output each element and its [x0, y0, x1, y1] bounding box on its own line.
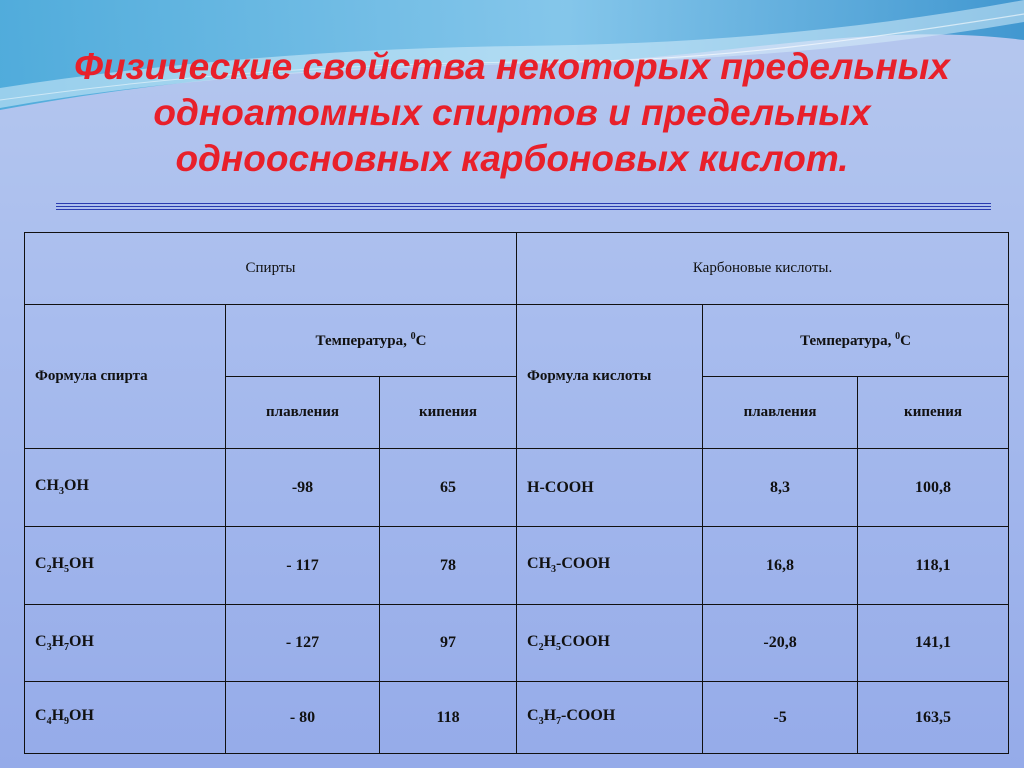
table-row [25, 527, 1009, 605]
acid-temperature-header: Температура, $^0$С [703, 305, 1009, 377]
acid-melting-value: 8,3 [703, 449, 858, 527]
acid-formula: $C_2H_5COOH$ [517, 605, 703, 682]
alcohol-boiling-value: 65 [380, 449, 517, 527]
title-line-1: Физические свойства некоторых предельных [74, 46, 950, 87]
alcohol-formula: $C_2H_5OH$ [25, 527, 226, 605]
acid-boiling-header: кипения [858, 377, 1009, 449]
alcohol-melting-value: - 117 [226, 527, 380, 605]
acid-melting-value: 16,8 [703, 527, 858, 605]
alcohol-temperature-header: Температура, $^0$С [226, 305, 517, 377]
table-row [25, 605, 1009, 682]
alcohols-header: Спирты [25, 233, 517, 305]
acids-header: Карбоновые кислоты. [517, 233, 1009, 305]
alcohol-melting-value: - 80 [226, 682, 380, 754]
group-header-row [25, 233, 1009, 305]
alcohol-formula: $C_4H_9OH$ [25, 682, 226, 754]
title-line-2: одноатомных спиртов и предельных [153, 92, 871, 133]
acid-formula: $C_3H_7$-COOH [517, 682, 703, 754]
acid-melting-value: -5 [703, 682, 858, 754]
alcohol-boiling-value: 97 [380, 605, 517, 682]
acid-formula-header: Формула кислоты [517, 305, 703, 449]
properties-table [24, 232, 1009, 754]
alcohol-boiling-value: 118 [380, 682, 517, 754]
alcohol-formula: $C_3H_7OH$ [25, 605, 226, 682]
title-line-3: одноосновных карбоновых кислот. [175, 138, 849, 179]
acid-melting-value: -20,8 [703, 605, 858, 682]
alcohol-formula: $CH_3OH$ [25, 449, 226, 527]
table-row [25, 682, 1009, 754]
acid-formula: H-COOH [517, 449, 703, 527]
alcohol-melting-value: - 127 [226, 605, 380, 682]
title-divider [56, 203, 991, 211]
alcohol-boiling-header: кипения [380, 377, 517, 449]
acid-formula: $CH_3$-COOH [517, 527, 703, 605]
table-row [25, 449, 1009, 527]
acid-melting-header: плавления [703, 377, 858, 449]
acid-boiling-value: 141,1 [858, 605, 1009, 682]
alcohol-melting-header: плавления [226, 377, 380, 449]
page-title [20, 44, 1004, 182]
alcohol-formula-header: Формула спирта [25, 305, 226, 449]
alcohol-boiling-value: 78 [380, 527, 517, 605]
acid-boiling-value: 163,5 [858, 682, 1009, 754]
acid-boiling-value: 118,1 [858, 527, 1009, 605]
alcohol-melting-value: -98 [226, 449, 380, 527]
temperature-header-row [25, 305, 1009, 377]
acid-boiling-value: 100,8 [858, 449, 1009, 527]
